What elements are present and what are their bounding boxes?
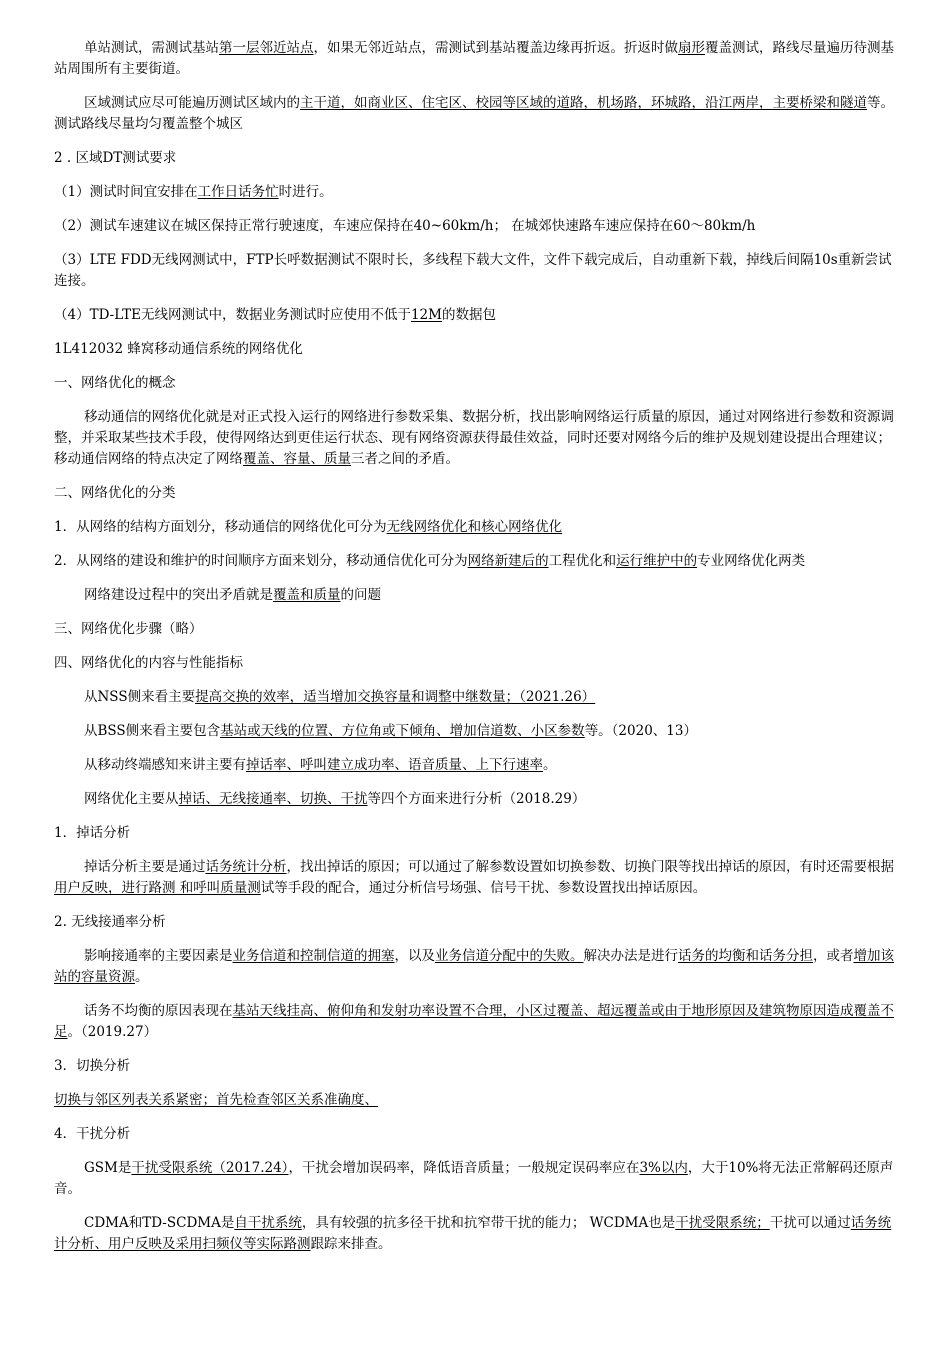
text-run: 网络优化主要从	[84, 791, 179, 807]
underlined-text: 扇形	[678, 40, 705, 56]
section-line	[54, 182, 898, 203]
section-line	[54, 823, 898, 844]
body-paragraph	[54, 93, 898, 135]
text-run: 四、网络优化的内容与性能指标	[54, 655, 243, 671]
text-run: 1．掉话分析	[54, 825, 131, 841]
text-run: 。	[543, 757, 557, 773]
underlined-text: 运行维护中的	[616, 553, 698, 569]
text-run: ，具有较强的抗多径干扰和抗窄带干扰的能力； WCDMA也是	[301, 1215, 676, 1231]
text-run: ，或者	[813, 948, 854, 964]
body-paragraph	[54, 585, 898, 606]
text-run: 三、网络优化步骤（略）	[54, 621, 203, 637]
body-paragraph	[54, 407, 898, 470]
body-paragraph	[54, 857, 898, 899]
section-line	[54, 551, 898, 572]
text-run: ，以及	[394, 948, 435, 964]
text-run: 工程优化和	[548, 553, 617, 569]
text-run: 的数据包	[441, 307, 496, 323]
underlined-text: 覆盖和质量	[273, 587, 341, 603]
text-run: 跟踪来排查。	[310, 1236, 392, 1252]
underlined-text: 话务统计分析、用户反映及采用扫频仪等实际路测	[54, 1215, 892, 1252]
body-paragraph	[54, 946, 898, 988]
text-run: 1．从网络的结构方面划分，移动通信的网络优化可分为	[54, 519, 387, 535]
text-run: 掉话分析主要是通过	[84, 859, 206, 875]
underlined-text: 自干扰系统	[234, 1215, 302, 1231]
section-line	[54, 305, 898, 326]
text-run: 1L412032 蜂窝移动通信系统的网络优化	[54, 341, 303, 357]
text-run: 从NSS侧来看主要	[84, 689, 196, 705]
text-run: 等四个方面来进行分析（2018.29）	[367, 791, 586, 807]
section-line	[54, 619, 898, 640]
section-line	[54, 1124, 898, 1145]
underlined-text: 覆盖、容量、质量	[243, 451, 351, 467]
text-run: 解决办法是进行	[583, 948, 678, 964]
underlined-text: 掉话、无线接通率、切换、干扰	[178, 791, 368, 807]
section-line	[54, 373, 898, 394]
text-run: （2）测试车速建议在城区保持正常行驶速度，车速应保持在40~60km/h； 在城郊快速路车速应保持在60～80km/h	[54, 218, 756, 234]
underlined-text: 话务的均衡和话务分担	[678, 948, 813, 964]
text-run: 移动通信的网络优化就是对正式投入运行的网络进行参数采集、数据分析，找出影响网络运行质量的原因，通过对网络进行参数和资源调整，并采取某些技术手段，使得网络达到更佳运行状态、现有网络资源获得最佳效益，同时还要对网络今后的维护及规划建设提出合理建议；移动通信网络的特点决定了网络	[54, 409, 894, 467]
underlined-text: 话务统计分析	[205, 859, 287, 875]
underlined-text: 干扰受限系统（2017.24）	[131, 1160, 289, 1176]
section-line	[54, 1056, 898, 1077]
text-run: 等。（2020、13）	[584, 723, 697, 739]
text-run: 话务不均衡的原因表现在	[84, 1003, 233, 1019]
text-run: 网络建设过程中的突出矛盾就是	[84, 587, 273, 603]
underlined-text: 提高交换的效率，适当增加交换容量和调整中继数量；（2021.26）	[195, 689, 596, 705]
underlined-text: 增加该站的容量资源	[54, 948, 894, 985]
underlined-text: 干扰受限系统；	[675, 1215, 770, 1231]
text-run: 2．从网络的建设和维护的时间顺序方面来划分，移动通信优化可分为	[54, 553, 468, 569]
section-line	[54, 216, 898, 237]
section-line	[54, 250, 898, 292]
text-run: （4）TD-LTE无线网测试中，数据业务测试时应使用不低于	[54, 307, 411, 323]
underlined-text: 3%以内	[639, 1160, 688, 1176]
text-run: CDMA和TD-SCDMA是	[84, 1215, 235, 1231]
section-line	[54, 148, 898, 169]
body-paragraph	[54, 687, 898, 708]
text-run: 影响接通率的主要因素是	[84, 948, 233, 964]
text-run: 从移动终端感知来讲主要有	[84, 757, 246, 773]
text-run: 从BSS侧来看主要包含	[84, 723, 221, 739]
body-paragraph	[54, 38, 898, 80]
underlined-text: 第一层邻近站点	[219, 40, 314, 56]
text-run: 2 . 区域DT测试要求	[54, 150, 177, 166]
text-run: 二、网络优化的分类	[54, 485, 176, 501]
underlined-text: 网络新建后的	[467, 553, 549, 569]
underlined-text: 基站天线挂高、俯仰角和发射功率设置不合理，小区过覆盖、超远覆盖或由于地形原因及建筑物原因造成覆盖不足	[54, 1003, 894, 1040]
body-paragraph	[54, 1001, 898, 1043]
text-run: 单站测试，需测试基站	[84, 40, 219, 56]
text-run: 3．切换分析	[54, 1058, 131, 1074]
section-line	[54, 912, 898, 933]
text-run: 。（2019.27）	[67, 1024, 158, 1040]
body-paragraph	[54, 721, 898, 742]
text-run: 试等手段的配合，通过分析信号场强、信号干扰、参数设置找出掉话原因。	[260, 880, 707, 896]
text-run: 等。测试路线尽量均匀覆盖整个城区	[54, 95, 894, 132]
body-paragraph	[54, 755, 898, 776]
underlined-text: 无线网络优化和核心网络优化	[386, 519, 563, 535]
underlined-text: 12M	[410, 307, 442, 323]
text-run: 专业网络优化两类	[697, 553, 806, 569]
section-line	[54, 483, 898, 504]
section-line	[54, 1090, 898, 1111]
section-line	[54, 653, 898, 674]
text-run: 。	[135, 969, 149, 985]
underlined-text: 切换与邻区列表关系紧密；首先检查邻区关系准确度、	[54, 1092, 378, 1108]
text-run: ，大于10%将无法正常解码还原声音。	[54, 1160, 894, 1197]
underlined-text: 掉话率、呼叫建立成功率、语音质量、上下行速率	[246, 757, 543, 773]
section-line	[54, 517, 898, 538]
text-run: 干扰可以通过	[769, 1215, 851, 1231]
text-run: 时进行。	[278, 184, 333, 200]
text-run: 2. 无线接通率分析	[54, 914, 166, 930]
text-run: 的问题	[340, 587, 381, 603]
underlined-text: 工作日话务忙	[197, 184, 279, 200]
text-run: （3）LTE FDD无线网测试中，FTP长呼数据测试不限时长，多线程下载大文件，文件下载完成后，自动重新下载，掉线后间隔10s重新尝试连接。	[54, 252, 892, 289]
text-run: 覆盖测试，路线尽量遍历待测基站周围所有主要街道。	[54, 40, 894, 77]
text-run: ，干扰会增加误码率，降低语音质量；一般规定误码率应在	[288, 1160, 640, 1176]
document-page	[54, 38, 898, 1268]
text-run: GSM是	[84, 1160, 132, 1176]
text-run: 区域测试应尽可能遍历测试区域内的	[84, 95, 300, 111]
text-run: 4．干扰分析	[54, 1126, 131, 1142]
text-run: ，如果无邻近站点，需测试到基站覆盖边缘再折返。折返时做	[313, 40, 678, 56]
section-line	[54, 339, 898, 360]
underlined-text: 业务信道和控制信道的拥塞	[232, 948, 395, 964]
body-paragraph	[54, 1158, 898, 1200]
underlined-text: 用户反映，进行路测 和呼叫质量测	[54, 880, 261, 896]
body-paragraph	[54, 1213, 898, 1255]
underlined-text: 业务信道分配中的失败。	[435, 948, 584, 964]
text-run: （1）测试时间宜安排在	[54, 184, 198, 200]
text-run: ，找出掉话的原因；可以通过了解参数设置如切换参数、切换门限等找出掉话的原因，有时还需要根据	[286, 859, 894, 875]
text-run: 一、网络优化的概念	[54, 375, 176, 391]
text-run: 三者之间的矛盾。	[351, 451, 459, 467]
underlined-text: 基站或天线的位置、方位角或下倾角、增加信道数、小区参数	[220, 723, 585, 739]
body-paragraph	[54, 789, 898, 810]
underlined-text: 主干道，如商业区、住宅区、校园等区域的道路，机场路，环城路，沿江两岸，主要桥梁和隧道	[300, 95, 867, 111]
